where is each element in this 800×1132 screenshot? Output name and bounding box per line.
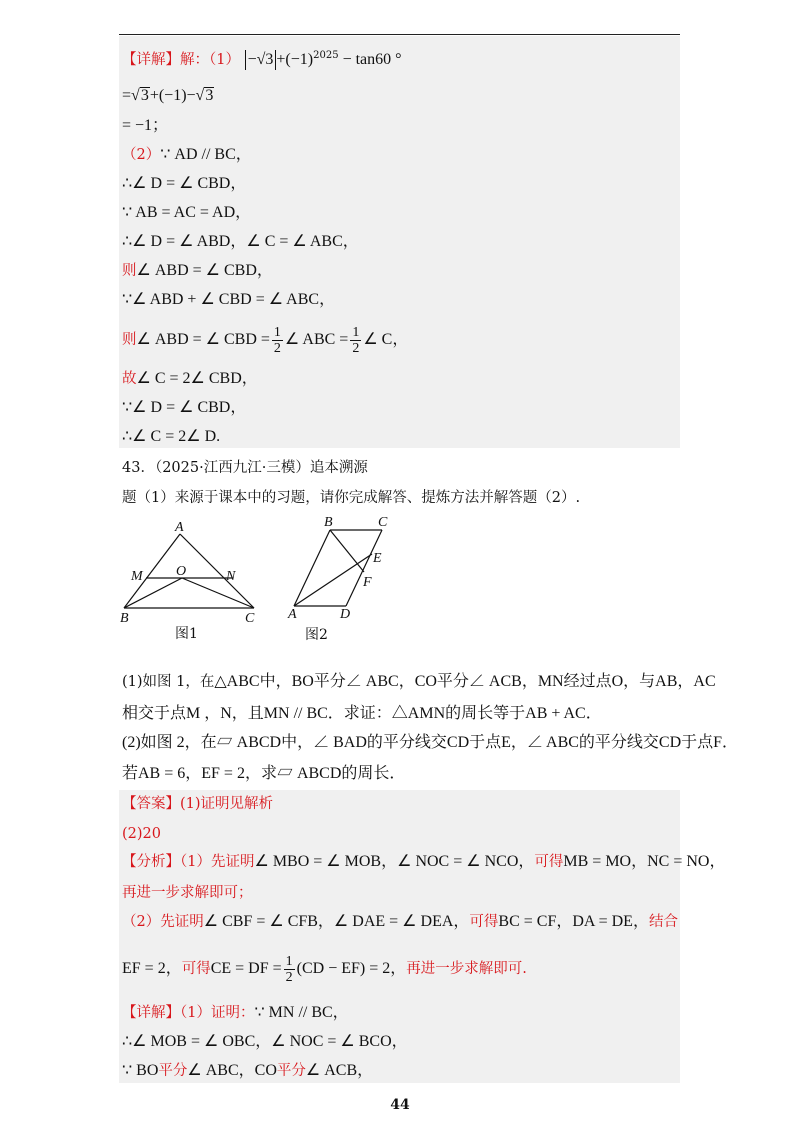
equals: =: [122, 87, 132, 104]
fig2-label-c: C: [378, 515, 388, 530]
fig1-label-c: C: [245, 611, 255, 626]
solution-line-3: = −1；: [122, 117, 169, 134]
detail-line-1: [122, 1003, 349, 1023]
analysis-2-math-2: BC = CF，DA = DE，: [498, 913, 649, 930]
solution-line-13: ∴∠ C = 2∠ D.: [122, 428, 221, 445]
sqrt-1: 3: [140, 87, 149, 104]
analysis-3-math-2: CE = DF =: [210, 960, 282, 977]
fig2-label-b: B: [324, 515, 333, 530]
line-10-c: ∠ C，: [363, 331, 409, 348]
fig1-label-n: N: [226, 569, 236, 584]
analysis-3-b: 可得: [181, 961, 211, 977]
solution-line-9: ∵∠ ABD + ∠ CBD = ∠ ABC，: [122, 291, 336, 308]
line-11-math: ∠ C = 2∠ CBD，: [136, 370, 258, 387]
fig1-label-o: O: [176, 564, 187, 579]
detail-1-a: （1）证明：: [180, 1005, 255, 1021]
fig1-caption: 图1: [175, 626, 198, 642]
figure-1: [112, 518, 272, 646]
problem-header: 43．（2025·江西九江·三模）追本溯源: [122, 460, 368, 476]
solution-part-1-label: 解：（1）: [180, 51, 240, 68]
solution-line-2: =√3+(−1)−√3: [122, 87, 214, 104]
q1-body: △ABC中，BO平分∠ ABC，CO平分∠ ACB，MN经过点O，与AB，AC: [214, 673, 716, 690]
fraction-half-3: [284, 954, 295, 985]
analysis-3-math-1: EF = 2，: [122, 960, 182, 977]
detail-line-2: ∴∠ MOB = ∠ OBC，∠ NOC = ∠ BCO，: [122, 1033, 408, 1050]
fig1-label-a: A: [175, 520, 184, 535]
frac-num: 1: [273, 324, 281, 340]
analysis-1-b: 可得: [534, 854, 564, 870]
fig2-line-bf: [330, 530, 364, 572]
analysis-2-c: 结合: [648, 914, 678, 930]
fig1-line-ac: [180, 534, 254, 608]
solution-line-8: [122, 261, 273, 281]
fig1-line-co: [182, 578, 254, 608]
page-number: 44: [390, 1097, 410, 1113]
figure-2: [282, 512, 402, 646]
abs-expression: −√3: [245, 50, 277, 70]
frac-den: 2: [352, 340, 360, 356]
analysis-1-math-2: MB = MO，NC = NO，: [563, 853, 726, 870]
frac-num: 1: [352, 324, 360, 340]
line-10-prefix: 则: [122, 332, 137, 348]
problem-intro: 题（1）来源于课本中的习题，请你完成解答、提炼方法并解答题（2）.: [122, 490, 581, 506]
question-2-line-a: (2)如图 2，在▱ ABCD中，∠ BAD的平分线交CD于点E，∠ ABC的平分线交CD于点F．: [122, 734, 739, 751]
analysis-3-math-3: (CD − EF) = 2，: [296, 960, 407, 977]
detail-tag-2: 【详解】: [122, 1005, 180, 1021]
fig1-label-b: B: [120, 611, 129, 626]
analysis-line-1: [122, 852, 725, 872]
line-4-math: ∵ AD // BC，: [160, 146, 252, 163]
analysis-1-math-1: ∠ MBO = ∠ MOB，∠ NOC = ∠ NCO，: [254, 853, 535, 870]
solution-line-12: ∵∠ D = ∠ CBD，: [122, 399, 247, 416]
fraction-half-2: [350, 325, 361, 356]
answer-line-1: [122, 794, 273, 814]
tan-term: − tan60 °: [338, 50, 402, 68]
detail-3-a: ∵ BO: [122, 1062, 159, 1079]
solution-line-6: ∵ AB = AC = AD，: [122, 204, 252, 221]
analysis-2-b: 可得: [469, 914, 499, 930]
analysis-1-a: （1）先证明: [180, 854, 255, 870]
sqrt-2: 3: [205, 87, 214, 104]
exponent: 2025: [313, 50, 339, 61]
line-10-a: ∠ ABD = ∠ CBD =: [136, 331, 270, 348]
line-10-b: ∠ ABC =: [284, 331, 349, 348]
question-1-line-a: [122, 672, 716, 692]
frac-num: 1: [285, 953, 293, 969]
answer-tag: 【答案】: [122, 796, 180, 812]
solution-line-11: [122, 369, 258, 389]
solution-line-1: [122, 46, 402, 70]
fig2-label-d: D: [340, 607, 351, 622]
analysis-tag: 【分析】: [122, 854, 180, 870]
fig2-label-a: A: [288, 607, 297, 622]
analysis-line-2: 再进一步求解即可；: [122, 885, 253, 901]
top-rule: [119, 34, 680, 35]
line-8-prefix: 则: [122, 263, 137, 279]
analysis-3-c: 再进一步求解即可.: [406, 961, 527, 977]
line-8-math: ∠ ABD = ∠ CBD，: [136, 262, 273, 279]
answer-1: (1)证明见解析: [180, 796, 274, 812]
solution-line-4: [122, 145, 252, 165]
part-2-label: （2）: [122, 147, 161, 163]
line-11-prefix: 故: [122, 371, 137, 387]
analysis-2-math-1: ∠ CBF = ∠ CFB，∠ DAE = ∠ DEA，: [203, 913, 470, 930]
frac-den: 2: [273, 340, 281, 356]
fig1-label-m: M: [131, 569, 143, 584]
question-2-line-b: 若AB = 6，EF = 2，求▱ ABCD的周长．: [122, 765, 406, 782]
detail-3-d: 平分: [276, 1063, 306, 1079]
q1-prefix: (1)如图 1，在: [122, 674, 215, 690]
solution-line-5: ∴∠ D = ∠ CBD，: [122, 175, 247, 192]
analysis-2-a: （2）先证明: [122, 914, 204, 930]
power-base: +(−1): [276, 50, 314, 68]
fig2-label-f: F: [363, 575, 372, 590]
fig2-label-e: E: [373, 551, 382, 566]
detail-3-c: ∠ ABC，CO: [187, 1062, 277, 1079]
analysis-line-3: [122, 912, 678, 932]
middle-term: +(−1)−: [149, 87, 196, 104]
solution-line-7: ∴∠ D = ∠ ABD，∠ C = ∠ ABC，: [122, 233, 359, 250]
detail-3-e: ∠ ACB，: [305, 1062, 374, 1079]
detail-1-math: ∵ MN // BC，: [254, 1004, 349, 1021]
detail-tag: 【详解】: [122, 51, 180, 68]
answer-line-2: (2)20: [122, 826, 161, 842]
detail-line-3: [122, 1061, 373, 1081]
detail-3-b: 平分: [158, 1063, 188, 1079]
frac-den: 2: [285, 969, 293, 985]
question-1-line-b: 相交于点M ，N，且MN // BC．求证：△AMN的周长等于AB + AC．: [122, 705, 602, 722]
fraction-half-1: [272, 325, 283, 356]
analysis-line-4: [122, 950, 527, 988]
solution-line-10: [122, 322, 408, 358]
fig2-caption: 图2: [305, 627, 328, 643]
